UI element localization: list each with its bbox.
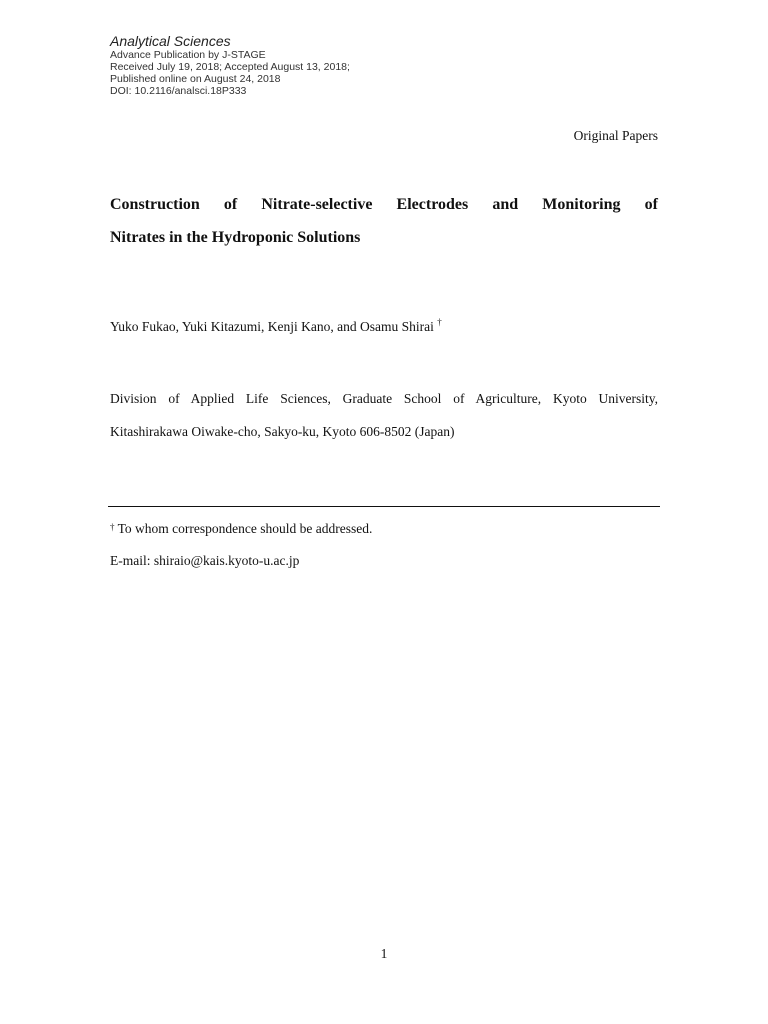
affiliation-line-2: Kitashirakawa Oiwake-cho, Sakyo-ku, Kyoto 606-8502 (Japan) [110,424,455,439]
correspondence-text: To whom correspondence should be addressed. [114,521,373,536]
affiliation [110,382,658,448]
author-names: Yuko Fukao, Yuki Kitazumi, Kenji Kano, and Osamu Shirai [110,319,434,334]
page-number: 1 [380,946,388,961]
footnote-divider [108,506,660,507]
advance-publication: Advance Publication by J-STAGE [110,49,266,61]
footnote [110,513,372,577]
received-accepted-dates: Received July 19, 2018; Accepted August 13, 2018; [110,61,350,73]
journal-header [110,33,510,97]
corresponding-author-mark: † [437,317,442,327]
affiliation-line-1: Division of Applied Life Sciences, Graduate School of Agriculture, Kyoto University, [110,391,658,406]
paper-title [110,188,658,254]
doi: DOI: 10.2116/analsci.18P333 [110,85,247,97]
email-line: E-mail: shiraio@kais.kyoto-u.ac.jp [110,553,300,568]
correspondence-note [110,513,372,545]
author-list [110,319,442,335]
paper-title-line-1: Construction of Nitrate-selective Electrodes and Monitoring of [110,196,658,213]
paper-type: Original Papers [573,128,658,143]
published-online-date: Published online on August 24, 2018 [110,73,281,85]
paper-title-line-2: Nitrates in the Hydroponic Solutions [110,229,361,246]
journal-name: Analytical Sciences [110,33,231,49]
footnote-mark: † [110,522,115,532]
